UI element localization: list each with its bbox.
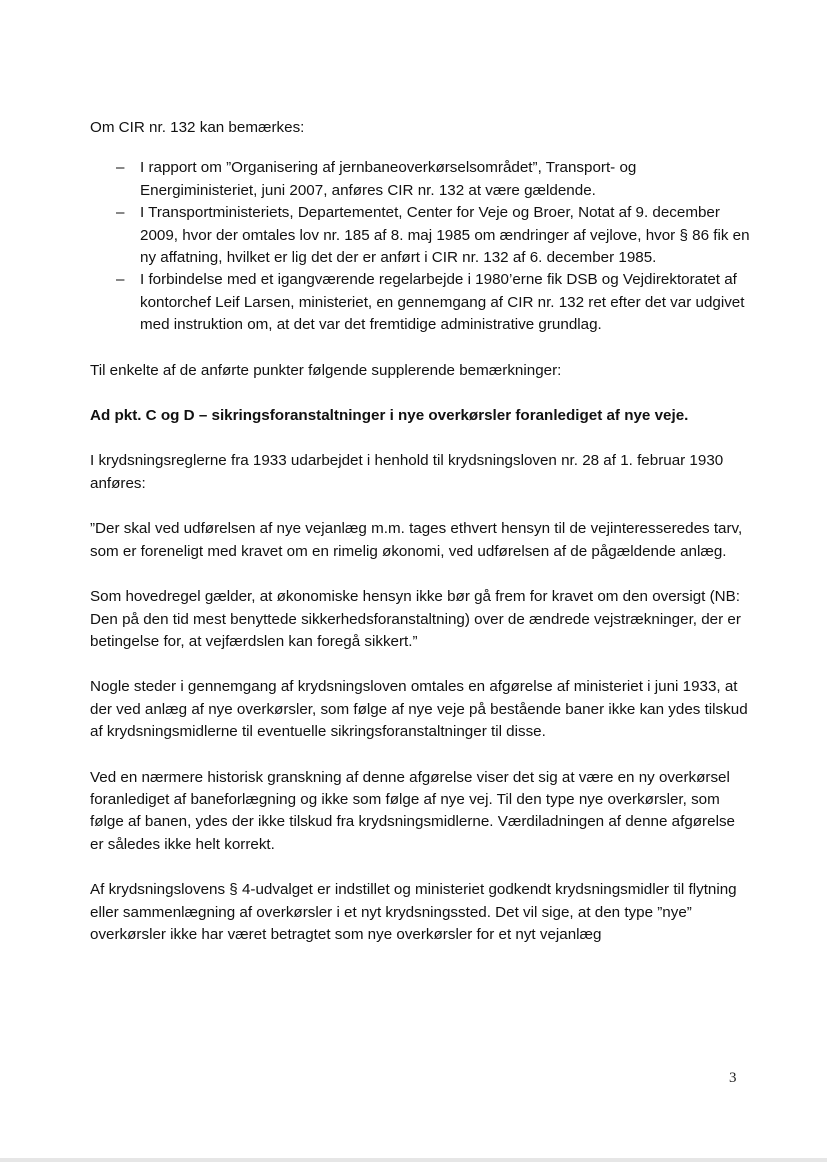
- dash-marker: –: [116, 204, 125, 222]
- paragraph-historical-review: Ved en nærmere historisk granskning af denne afgørelse viser det sig at være en ny overkørsel foranlediget af baneforlægning og ikke som følge af nye vej. Til den type nye overkørsler, som følge af banen, ydes der ikke tilskud fra krydsningsmidlerne. Værdiladningen af denne afgørelse er således ikke helt korrekt.: [90, 768, 735, 853]
- list-item: [90, 202, 750, 269]
- supplement-paragraph: Til enkelte af de anførte punkter følgende supplerende bemærkninger:: [90, 361, 562, 379]
- intro-text: Om CIR nr. 132 kan bemærkes:: [90, 119, 305, 136]
- paragraph-decision: Nogle steder i gennemgang af krydsningsloven omtales en afgørelse af ministeriet i juni 1933, at der ved anlæg af nye overkørsler, som følge af nye veje på bestående baner ikke kan ydes tilskud af krydsningsmidlerne til eventuelle sikringsforanstaltninger til disse.: [90, 678, 748, 741]
- quote-paragraph-1: ”Der skal ved udførelsen af nye vejanlæg m.m. tages ethvert hensyn til de vejinteresseredes tarv, som er foreneligt med kravet om en rimelig økonomi, ved udførelsen af de pågældende anlæg.: [90, 520, 743, 560]
- list-item-text: I Transportministeriets, Departementet, Center for Veje og Broer, Notat af 9. december 2009, hvor der omtales lov nr. 185 af 8. maj 1985 om ændringer af vejlove, hvor § 86 fik en ny affatning, hvilket er lig det der er anført i CIR nr. 132 af 6. december 1985.: [140, 204, 750, 267]
- section-heading: Ad pkt. C og D – sikringsforanstaltninger i nye overkørsler foranlediget af nye veje.: [90, 407, 689, 425]
- list-item: [90, 157, 750, 202]
- bullet-list: [90, 157, 750, 336]
- list-item-text: I forbindelse med et igangværende regelarbejde i 1980’erne fik DSB og Vejdirektoratet af kontorchef Leif Larsen, ministeriet, en gennemgang af CIR nr. 132 ret efter det var udgivet med instruktion om, at det var det fremtidige administrative grundlag.: [140, 271, 745, 334]
- list-item: [90, 269, 750, 336]
- list-item-text: I rapport om ”Organisering af jernbaneoverkørselsområdet”, Transport- og Energiministeriet, juni 2007, anføres CIR nr. 132 at være gældende.: [140, 159, 637, 199]
- document-body: [90, 117, 750, 969]
- dash-marker: –: [116, 271, 125, 289]
- page-number: 3: [729, 1070, 737, 1086]
- paragraph-committee: Af krydsningslovens § 4-udvalget er indstillet og ministeriet godkendt krydsningsmidler til flytning eller sammenlægning af overkørsler i et nyt krydsningssted. Det vil sige, at den type ”nye” overkørsler ikke har været betragtet som nye overkørsler for et nyt vejanlæg: [90, 881, 737, 943]
- paragraph-1933-rules: I krydsningsreglerne fra 1933 udarbejdet i henhold til krydsningsloven nr. 28 af 1. februar 1930 anføres:: [90, 452, 724, 492]
- dash-marker: –: [116, 159, 125, 177]
- quote-paragraph-2: Som hovedregel gælder, at økonomiske hensyn ikke bør gå frem for kravet om den oversigt (NB: Den på den tid mest benyttede sikkerhedsforanstaltning) over de ændrede vejstrækninger, der er betingelse for, at vejfærdslen kan foregå sikkert.”: [90, 588, 741, 650]
- scan-edge-divider: [0, 1158, 827, 1162]
